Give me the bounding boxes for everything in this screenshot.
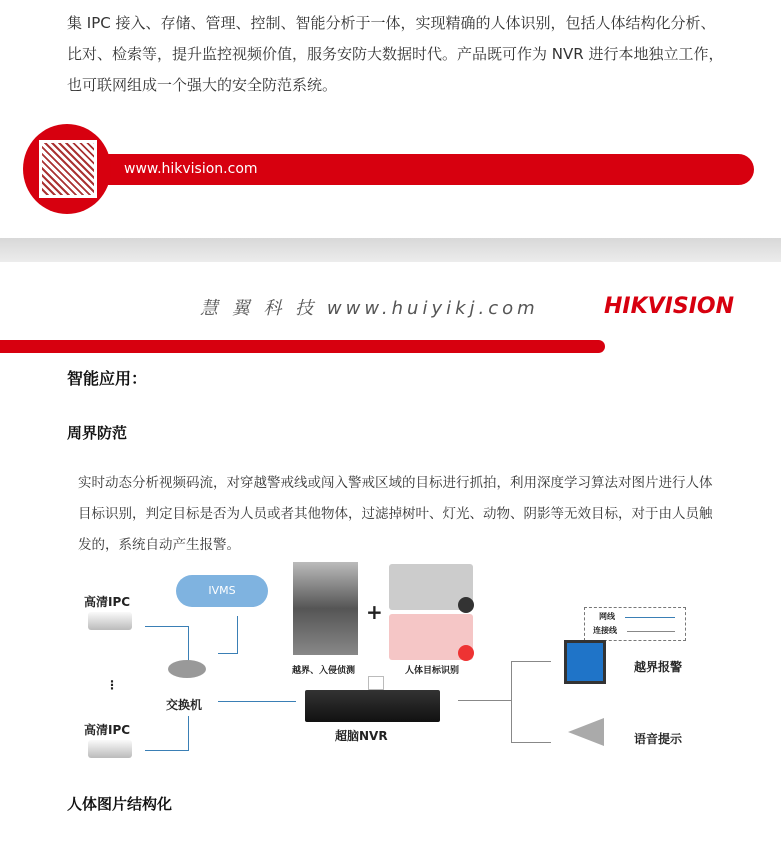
speaker-icon <box>568 718 604 746</box>
next-section-title: 人体图片结构化 <box>67 795 173 813</box>
intrusion-label: 越界、入侵侦测 <box>292 666 356 676</box>
intrusion-photo <box>293 562 358 655</box>
human-recog-label: 人体目标识别 <box>405 666 460 676</box>
plus-icon: + <box>366 600 383 624</box>
ivms-label: IVMS <box>208 584 236 597</box>
page-gap <box>0 238 781 262</box>
section-title: 智能应用： <box>67 369 148 388</box>
footer-url[interactable]: www.hikvision.com <box>124 161 258 177</box>
legend-net: 网线 <box>599 612 615 621</box>
switch-label: 交换机 <box>166 698 203 712</box>
camera-icon <box>88 740 132 758</box>
ipc-label-bottom: 高清IPC <box>84 723 131 737</box>
ipc-label-top: 高清IPC <box>84 595 131 609</box>
reject-icon <box>458 597 474 613</box>
intro-text: 集 IPC 接入、存储、管理、控制、智能分析于一体，实现精确的人体识别，包括人体结构化分析、比对、检索等，提升监控视频价值，服务安防大数据时代。产品既可作为 NVR 进行本地独立工作，也可联网组成一个强大的安全防范系统。 <box>67 14 724 94</box>
sub-title: 周界防范 <box>67 424 128 442</box>
cloud-icon <box>176 575 268 607</box>
camera-icon <box>88 612 132 630</box>
ellipsis: ⋮ <box>106 678 118 692</box>
legend-conn: 连接线 <box>593 626 617 635</box>
header-bar <box>0 340 605 353</box>
hikvision-logo: HIKVISION <box>604 294 735 319</box>
nvr-label: 超脑NVR <box>335 729 388 743</box>
watermark: 慧 翼 科 技 www.huiyikj.com <box>200 298 539 319</box>
accept-icon <box>458 645 474 661</box>
qr-code-icon <box>39 140 97 198</box>
description: 实时动态分析视频码流，对穿越警戒线或闯入警戒区域的目标进行抓拍，利用深度学习算法对图片进行人体目标识别，判定目标是否为人员或者其他物体，过滤掉树叶、灯光、动物、阴影等无效目标，对于由人员触发的，系统自动产生报警。 <box>78 475 713 553</box>
nvr-device <box>305 690 440 722</box>
monitor-icon <box>564 640 606 684</box>
switch-icon <box>168 660 206 678</box>
legend <box>584 607 686 641</box>
voice-label: 语音提示 <box>634 732 683 746</box>
sync-arrows-icon <box>368 676 384 690</box>
alarm-label: 越界报警 <box>634 660 683 674</box>
